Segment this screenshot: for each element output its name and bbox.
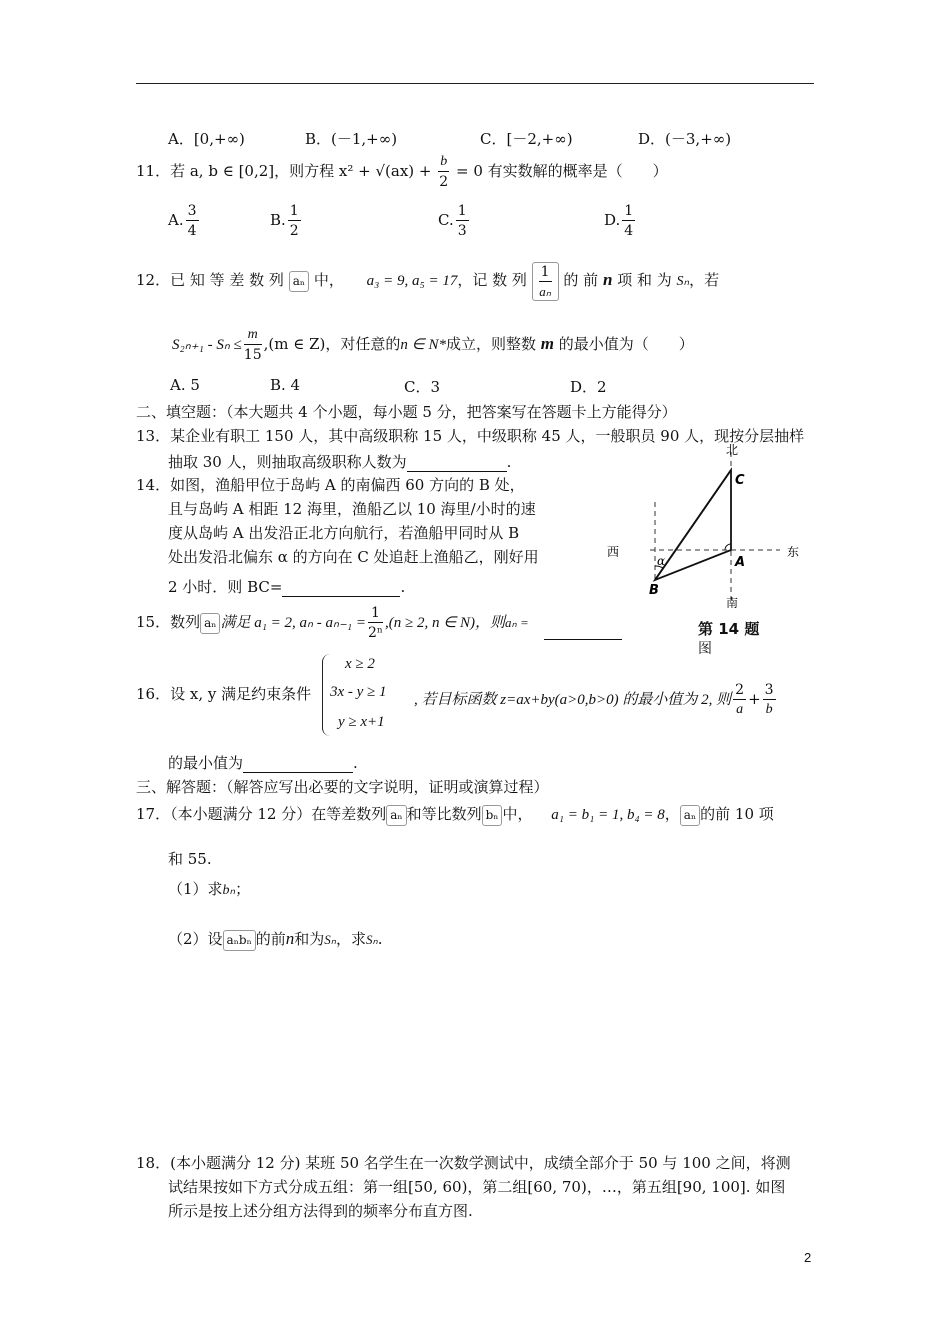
q10-option-d: D．(－3,+∞) (638, 130, 732, 148)
q12-condition: a₃ = 9, a₅ = 17 (366, 273, 458, 289)
q17-part-2: （2）设 aₙbₙ 的前n和为Sₙ，求Sₙ. (168, 928, 382, 951)
q12-line-2: S₂ₙ₊₁ - Sₙ ≤ $\frac{m}{15}$ ,(m ∈ Z)，对任意的n ∈ N*成立，则整数 m 的最小值为（ ） (172, 327, 694, 363)
q16-answer-blank[interactable] (243, 772, 353, 773)
q16-objective: , 若目标函数 z=ax+by(a>0,b>0) 的最小值为 2, 则 $\frac{2}{a}$ + $\frac{3}{b}$ (414, 682, 774, 717)
question-14-line-3: 度从岛屿 A 出发沿正北方向航行，若渔船甲同时从 B (168, 524, 520, 542)
section-2-heading: 二、填空题：（本大题共 4 个小题，每小题 5 分，把答案写在答题卡上方能得分） (136, 403, 677, 421)
question-17-line-2: 和 55. (168, 850, 212, 868)
question-16-lead: 16．设 x, y 满足约束条件 (136, 685, 312, 703)
question-18-line-3: 所示是按上述分组方法得到的频率分布直方图. (168, 1202, 473, 1220)
label-point-c: C (735, 473, 745, 488)
question-18-line-1: 18．(本小题满分 12 分) 某班 50 名学生在一次数学测试中，成绩全部介于 50 与 100 之间，将测 (136, 1154, 791, 1172)
q11-fraction: $\frac{b}{2}$ (439, 154, 449, 190)
figure-caption-line-2: 图 (698, 641, 712, 657)
q16-constraint-3: y ≥ x+1 (338, 714, 385, 730)
q11-option-a: A. $\frac{3}{4}$ (168, 203, 197, 239)
q10-option-b: B．(－1,+∞) (305, 130, 398, 148)
q10-option-a: A．[0,+∞) (168, 130, 245, 148)
question-12: 12．已 知 等 差 数 列 aₙ 中， a₃ = 9, a₅ = 17，记 数 列 $\frac{1}{\text{aₙ}}$ 的 前 n 项 和 为 Sₙ，若 (136, 264, 720, 299)
figure-caption-line-1: 第 14 题 (698, 620, 760, 638)
q17-part-1: （1）求bₙ； (168, 880, 251, 898)
angle-a-arc (725, 544, 731, 550)
page-number: 2 (804, 1250, 812, 1265)
q11-number: 11． (136, 162, 171, 180)
q12-option-b: B. 4 (270, 376, 301, 394)
q12-option-a: A. 5 (170, 376, 200, 394)
question-14-line-1: 14．如图，渔船甲位于岛屿 A 的南偏西 60 方向的 B 处， (136, 476, 525, 494)
q13-answer-blank[interactable] (407, 471, 507, 472)
label-east: 东 (787, 545, 800, 559)
question-18-line-2: 试结果按如下方式分成五组：第一组[50, 60)，第二组[60, 70)，…，第五组[90, 100]. 如图 (168, 1178, 786, 1196)
label-south: 南 (726, 596, 739, 610)
q11-option-c: C. $\frac{1}{3}$ (438, 203, 467, 239)
q10-option-c: C．[－2,+∞) (480, 130, 573, 148)
header-rule (136, 83, 814, 84)
q16-constraint-2: 3x - y ≥ 1 (330, 684, 387, 700)
q12-sequence: aₙ (289, 271, 309, 292)
label-point-a: A (735, 555, 746, 570)
q12-option-d: D．2 (570, 378, 607, 396)
question-14-line-5: 2 小时．则 BC= . (168, 578, 406, 596)
question-15: 15．数列 aₙ 满足 a₁ = 2, aₙ - aₙ₋₁ = $\frac{1}{\text{2ⁿ}}$ ,(n ≥ 2, n ∈ N)，则aₙ = (136, 606, 622, 640)
section-3-heading: 三、解答题：（解答应写出必要的文字说明，证明或演算过程） (136, 778, 549, 796)
q12-option-c: C．3 (404, 378, 441, 396)
q11-text: 若 a, b ∈ [0,2]，则方程 x² + √(ax) + (170, 162, 437, 180)
q16-constraint-1: x ≥ 2 (345, 656, 375, 672)
q14-figure (605, 440, 805, 610)
q11-option-b: B. $\frac{1}{2}$ (270, 203, 299, 239)
question-14-line-2: 且与岛屿 A 相距 12 海里，渔船乙以 10 海里/小时的速 (168, 500, 536, 518)
question-14-line-4: 处出发沿北偏东 α 的方向在 C 处追赶上渔船乙，刚好用 (168, 548, 539, 566)
q15-answer-blank[interactable] (544, 639, 622, 640)
q12-reciprocal-sequence: $\frac{1}{\text{aₙ}}$ (532, 262, 559, 301)
q14-answer-blank[interactable] (282, 596, 400, 597)
question-13-line-1: 13．某企业有职工 150 人，其中高级职称 15 人，中级职称 45 人，一般职员 90 人，现按分层抽样 (136, 427, 805, 445)
q11-text-end: = 0 有实数解的概率是（ ） (451, 162, 668, 180)
segment-bc (655, 470, 731, 580)
q16-line-2: 的最小值为 . (168, 754, 358, 772)
question-13-line-2: 抽取 30 人，则抽取高级职称人数为 . (168, 453, 512, 471)
question-17-line-1: 17．（本小题满分 12 分）在等差数列 aₙ 和等比数列 bₙ 中， a₁ = b₁ = 1, b₄ = 8， aₙ 的前 10 项 (136, 803, 774, 826)
label-alpha: α (657, 554, 666, 568)
label-west: 西 (607, 545, 620, 559)
q11-option-d: D. $\frac{1}{4}$ (604, 203, 634, 239)
question-11 (136, 155, 668, 189)
label-point-b: B (649, 583, 659, 598)
label-north: 北 (726, 443, 739, 457)
